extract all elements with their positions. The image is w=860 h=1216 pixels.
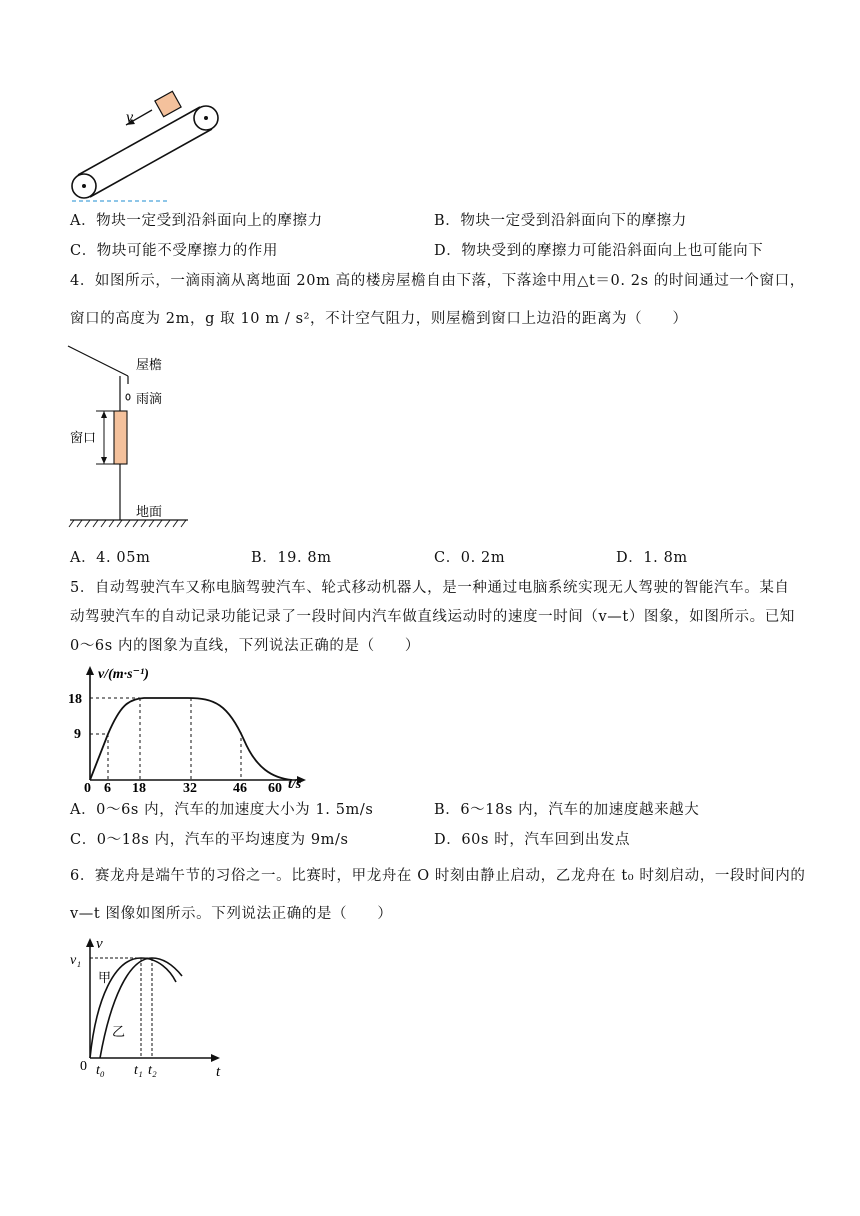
raindrop-window-figure	[66, 342, 206, 538]
q5-stem-line3: 0～6s 内的图象为直线，下列说法正确的是（ ）	[70, 638, 420, 654]
eave-label: 屋檐	[136, 358, 163, 373]
curve-yi-label: 乙	[112, 1025, 126, 1040]
dragon-boat-vt-graph	[66, 930, 236, 1080]
v1-label: v₁	[70, 953, 82, 968]
x-tick-32: 32	[183, 781, 197, 796]
t0-label: t₀	[96, 1063, 105, 1078]
q4-option-a: A．4. 05m	[70, 550, 151, 566]
x-tick-46: 46	[233, 781, 247, 796]
q3-option-b: B．物块一定受到沿斜面向下的摩擦力	[434, 213, 687, 229]
q3-option-d: D．物块受到的摩擦力可能沿斜面向上也可能向下	[434, 243, 764, 259]
t-axis-label: t	[216, 1064, 221, 1080]
y-axis-label: v/(m·s⁻¹)	[98, 667, 149, 682]
y-tick-18: 18	[68, 692, 82, 707]
y-tick-9: 9	[74, 727, 81, 742]
conveyor-belt-figure	[60, 90, 240, 210]
ground-label: 地面	[136, 505, 163, 520]
q4-option-c: C．0. 2m	[434, 550, 506, 566]
q4-option-d: D．1. 8m	[616, 550, 688, 566]
block	[155, 91, 181, 116]
x-axis-label: t/s	[288, 777, 302, 792]
x-tick-18: 18	[132, 781, 146, 796]
x-tick-6: 6	[104, 781, 111, 796]
q5-stem-line1: 5．自动驾驶汽车又称电脑驾驶汽车、轮式移动机器人，是一种通过电脑系统实现无人驾驶的智能汽车。某自	[70, 580, 790, 596]
v-axis-label: v	[96, 936, 103, 952]
q5-option-b: B．6～18s 内，汽车的加速度越来越大	[434, 802, 700, 818]
q3-option-a: A．物块一定受到沿斜面向上的摩擦力	[70, 213, 323, 229]
q3-option-c: C．物块可能不受摩擦力的作用	[70, 243, 278, 259]
x-tick-0: 0	[84, 781, 91, 796]
velocity-label: v	[126, 109, 134, 126]
q5-option-c: C．0～18s 内，汽车的平均速度为 9m/s	[70, 832, 349, 848]
q4-stem-line2: 窗口的高度为 2m，g 取 10 m / s²，不计空气阻力，则屋檐到窗口上边沿的距离为（ ）	[70, 311, 688, 327]
t1-label: t₁	[134, 1063, 143, 1078]
q4-stem-line1: 4．如图所示，一滴雨滴从离地面 20m 高的楼房屋檐自由下落，下落途中用△t＝0. 2s 的时间通过一个窗口，	[70, 273, 805, 289]
q5-option-d: D．60s 时，汽车回到出发点	[434, 832, 631, 848]
car-vt-graph	[62, 658, 322, 796]
origin-label: 0	[80, 1059, 87, 1074]
t2-label: t₂	[148, 1063, 157, 1078]
q6-stem-line1: 6．赛龙舟是端午节的习俗之一。比赛时，甲龙舟在 O 时刻由静止启动，乙龙舟在 t₀ 时刻启动，一段时间内的	[70, 868, 806, 884]
window	[114, 411, 127, 464]
window-label: 窗口	[70, 431, 97, 446]
curve-jia-label: 甲	[98, 971, 112, 986]
q6-stem-line2: v—t 图像如图所示。下列说法正确的是（ ）	[70, 906, 393, 922]
q5-stem-line2: 动驾驶汽车的自动记录功能记录了一段时间内汽车做直线运动时的速度一时间（v—t）图象，如图所示。已知	[70, 609, 795, 625]
raindrop	[126, 394, 130, 400]
raindrop-label: 雨滴	[136, 392, 163, 407]
q5-option-a: A．0～6s 内，汽车的加速度大小为 1. 5m/s	[70, 802, 374, 818]
x-tick-60: 60	[268, 781, 282, 796]
q4-option-b: B．19. 8m	[251, 550, 332, 566]
